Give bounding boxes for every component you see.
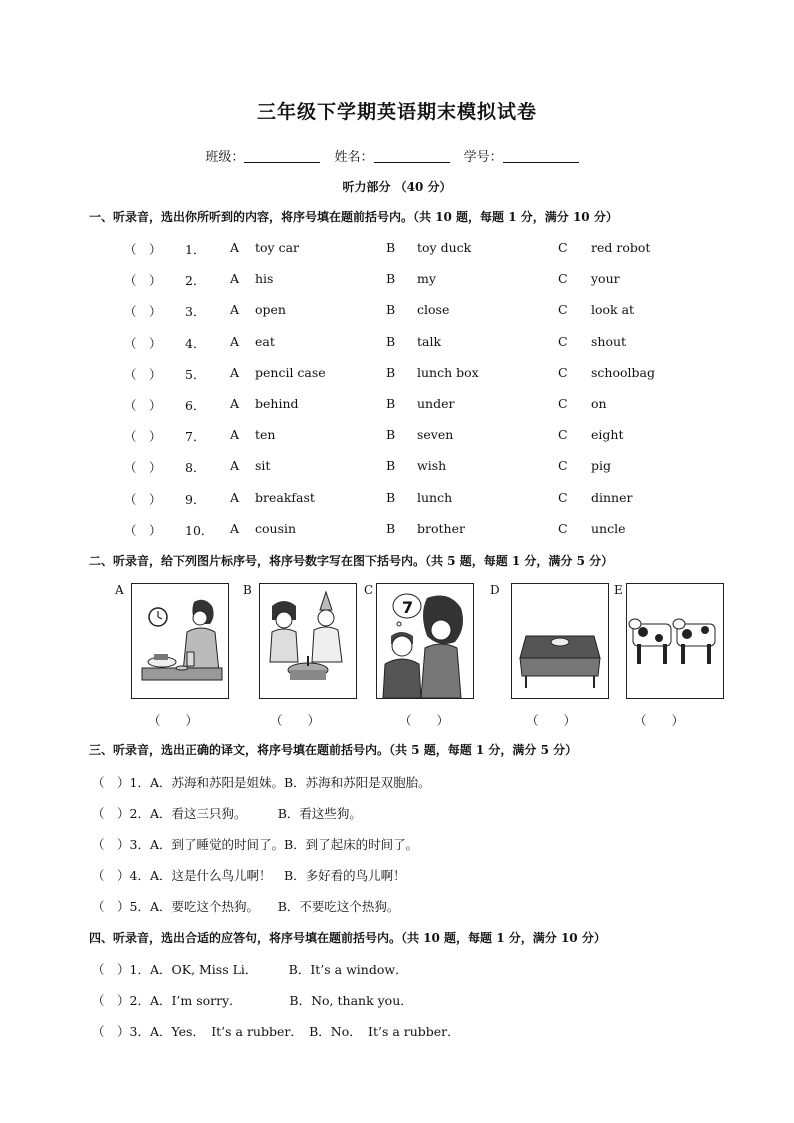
listening-subtitle: 听力部分 （40 分） — [342, 180, 452, 194]
section4-item-1: （ ）1．A．OK, Miss Li． B．It’s a window． — [92, 962, 408, 977]
option-b-letter: B — [386, 520, 396, 536]
answer-paren-c[interactable]: （ ） — [399, 713, 450, 728]
section1-heading: 一、听录音，选出你所听到的内容，将序号填在题前括号内。（共 10 题，每题 1 分，满分 10 分） — [89, 210, 618, 224]
option-b-letter: B — [386, 271, 396, 287]
item-number: 1． — [185, 242, 206, 257]
section3-item-1: （ ）1．A．苏海和苏阳是姐妹。B．苏海和苏阳是双胞胎。 — [92, 775, 431, 790]
option-a-letter: A — [230, 489, 240, 505]
option-a-letter: A — [230, 240, 240, 255]
name-blank[interactable] — [374, 149, 450, 163]
option-b-text: close — [417, 302, 450, 318]
id-label: 学号： — [463, 150, 503, 165]
option-c-text: red robot — [591, 240, 651, 255]
picture-e-cows — [626, 583, 724, 699]
option-c-letter: C — [558, 489, 568, 505]
picture-a-breakfast — [131, 583, 229, 699]
boys-thinking-illustration — [377, 584, 473, 698]
option-c-letter: C — [558, 333, 568, 349]
answer-paren[interactable]: （ ） — [124, 429, 162, 445]
option-c-letter: C — [558, 240, 568, 255]
option-c-letter: C — [558, 271, 568, 287]
item-number: 6． — [185, 398, 206, 413]
answer-paren[interactable]: （ ） — [124, 460, 162, 476]
answer-paren-e[interactable]: （ ） — [634, 713, 685, 728]
option-b-text: lunch — [417, 489, 453, 505]
answer-paren[interactable]: （ ） — [124, 491, 162, 507]
option-b-letter: B — [386, 396, 396, 411]
picture-label-b: B — [243, 583, 252, 597]
option-b-text: under — [417, 396, 455, 411]
id-blank[interactable] — [503, 149, 579, 163]
item-number: 4． — [185, 335, 206, 351]
answer-paren[interactable]: （ ） — [124, 366, 162, 382]
option-c-text: schoolbag — [591, 364, 655, 380]
item-number: 8． — [185, 460, 206, 476]
section4-item-3: （ ）3．A．Yes． It’s a rubber． B．No． It’s a rubber． — [92, 1024, 460, 1039]
class-blank[interactable] — [244, 149, 320, 163]
option-a-letter: A — [230, 364, 240, 380]
option-a-letter: A — [230, 396, 240, 411]
answer-paren[interactable]: （ ） — [124, 335, 162, 351]
option-a-letter: A — [230, 333, 240, 349]
option-a-text: sit — [255, 458, 271, 474]
section3-item-3: （ ）3．A．到了睡觉的时间了。B．到了起床的时间了。 — [92, 837, 419, 852]
option-c-letter: C — [558, 364, 568, 380]
option-c-text: on — [591, 396, 607, 411]
option-a-letter: A — [230, 271, 240, 287]
item-number: 2． — [185, 273, 206, 289]
section3-item-2: （ ）2．A．看这三只狗。 B．看这些狗。 — [92, 806, 362, 821]
breakfast-girl-illustration — [132, 584, 228, 698]
item-number: 10． — [185, 522, 214, 538]
option-a-text: breakfast — [255, 489, 315, 505]
option-a-text: his — [255, 271, 274, 287]
answer-paren[interactable]: （ ） — [124, 273, 162, 289]
option-b-text: my — [417, 271, 436, 287]
answer-paren[interactable]: （ ） — [124, 304, 162, 320]
option-c-text: pig — [591, 458, 612, 474]
option-c-text: look at — [591, 302, 635, 318]
answer-paren[interactable]: （ ） — [124, 522, 162, 538]
option-b-text: wish — [417, 458, 447, 474]
option-c-letter: C — [558, 396, 568, 411]
option-c-text: your — [591, 271, 620, 287]
option-c-text: dinner — [591, 489, 633, 505]
name-label: 姓名： — [334, 150, 374, 165]
option-c-letter: C — [558, 427, 568, 443]
page-title: 三年级下学期英语期末模拟试卷 — [256, 101, 537, 123]
option-b-letter: B — [386, 364, 396, 380]
item-number: 5． — [185, 366, 206, 382]
picture-b-birthday — [259, 583, 357, 699]
option-c-text: eight — [591, 427, 624, 443]
option-a-text: toy car — [255, 240, 300, 255]
answer-paren[interactable]: （ ） — [124, 398, 162, 413]
option-c-text: shout — [591, 333, 627, 349]
cows-illustration — [627, 584, 723, 698]
option-a-letter: A — [230, 520, 240, 536]
option-b-letter: B — [386, 427, 396, 443]
section3-item-5: （ ）5．A．要吃这个热狗。 B．不要吃这个热狗。 — [92, 899, 400, 914]
option-b-letter: B — [386, 333, 396, 349]
picture-label-e: E — [614, 583, 623, 597]
option-a-letter: A — [230, 427, 240, 443]
answer-paren[interactable]: （ ） — [124, 242, 162, 257]
option-b-letter: B — [386, 240, 396, 255]
class-label: 班级： — [205, 150, 245, 165]
option-a-letter: A — [230, 458, 240, 474]
option-a-text: behind — [255, 396, 299, 411]
option-c-letter: C — [558, 520, 568, 536]
birthday-cake-illustration — [260, 584, 356, 698]
picture-d-table — [511, 583, 609, 699]
item-number: 9． — [185, 491, 206, 507]
answer-paren-d[interactable]: （ ） — [526, 713, 577, 728]
option-c-text: uncle — [591, 520, 626, 536]
option-b-text: toy duck — [417, 240, 472, 255]
student-info-line — [0, 146, 794, 165]
option-a-text: cousin — [255, 520, 297, 536]
section3-item-4: （ ）4．A．这是什么鸟儿啊！ B．多好看的鸟儿啊！ — [92, 868, 406, 883]
option-b-letter: B — [386, 489, 396, 505]
option-b-text: talk — [417, 333, 442, 349]
thought-number: 7 — [402, 598, 414, 617]
option-b-letter: B — [386, 458, 396, 474]
option-b-letter: B — [386, 302, 396, 318]
option-a-text: open — [255, 302, 286, 318]
option-b-text: lunch box — [417, 364, 479, 380]
item-number: 7． — [185, 429, 206, 445]
section4-heading: 四、听录音，选出合适的应答句，将序号填在题前括号内。（共 10 题，每题 1 分，满分 10 分） — [89, 931, 606, 945]
section3-heading: 三、听录音，选出正确的译文，将序号填在题前括号内。（共 5 题，每题 1 分，满分 5 分） — [89, 743, 578, 757]
section2-heading: 二、听录音，给下列图片标序号，将序号数字写在图下括号内。（共 5 题，每题 1 分，满分 5 分） — [89, 554, 614, 568]
option-a-letter: A — [230, 302, 240, 318]
table-with-ball-illustration — [512, 584, 608, 698]
option-c-letter: C — [558, 458, 568, 474]
picture-c-two-boys — [376, 583, 474, 699]
picture-label-a: A — [115, 583, 124, 597]
section4-item-2: （ ）2．A．I’m sorry． B．No, thank you． — [92, 993, 413, 1008]
option-a-text: ten — [255, 427, 276, 443]
option-a-text: pencil case — [255, 364, 326, 380]
answer-paren-b[interactable]: （ ） — [270, 713, 321, 728]
item-number: 3． — [185, 304, 206, 320]
option-c-letter: C — [558, 302, 568, 318]
answer-paren-a[interactable]: （ ） — [148, 713, 199, 728]
option-b-text: seven — [417, 427, 454, 443]
picture-label-d: D — [490, 583, 500, 597]
picture-label-c: C — [364, 583, 374, 597]
option-b-text: brother — [417, 520, 465, 536]
option-a-text: eat — [255, 333, 275, 349]
